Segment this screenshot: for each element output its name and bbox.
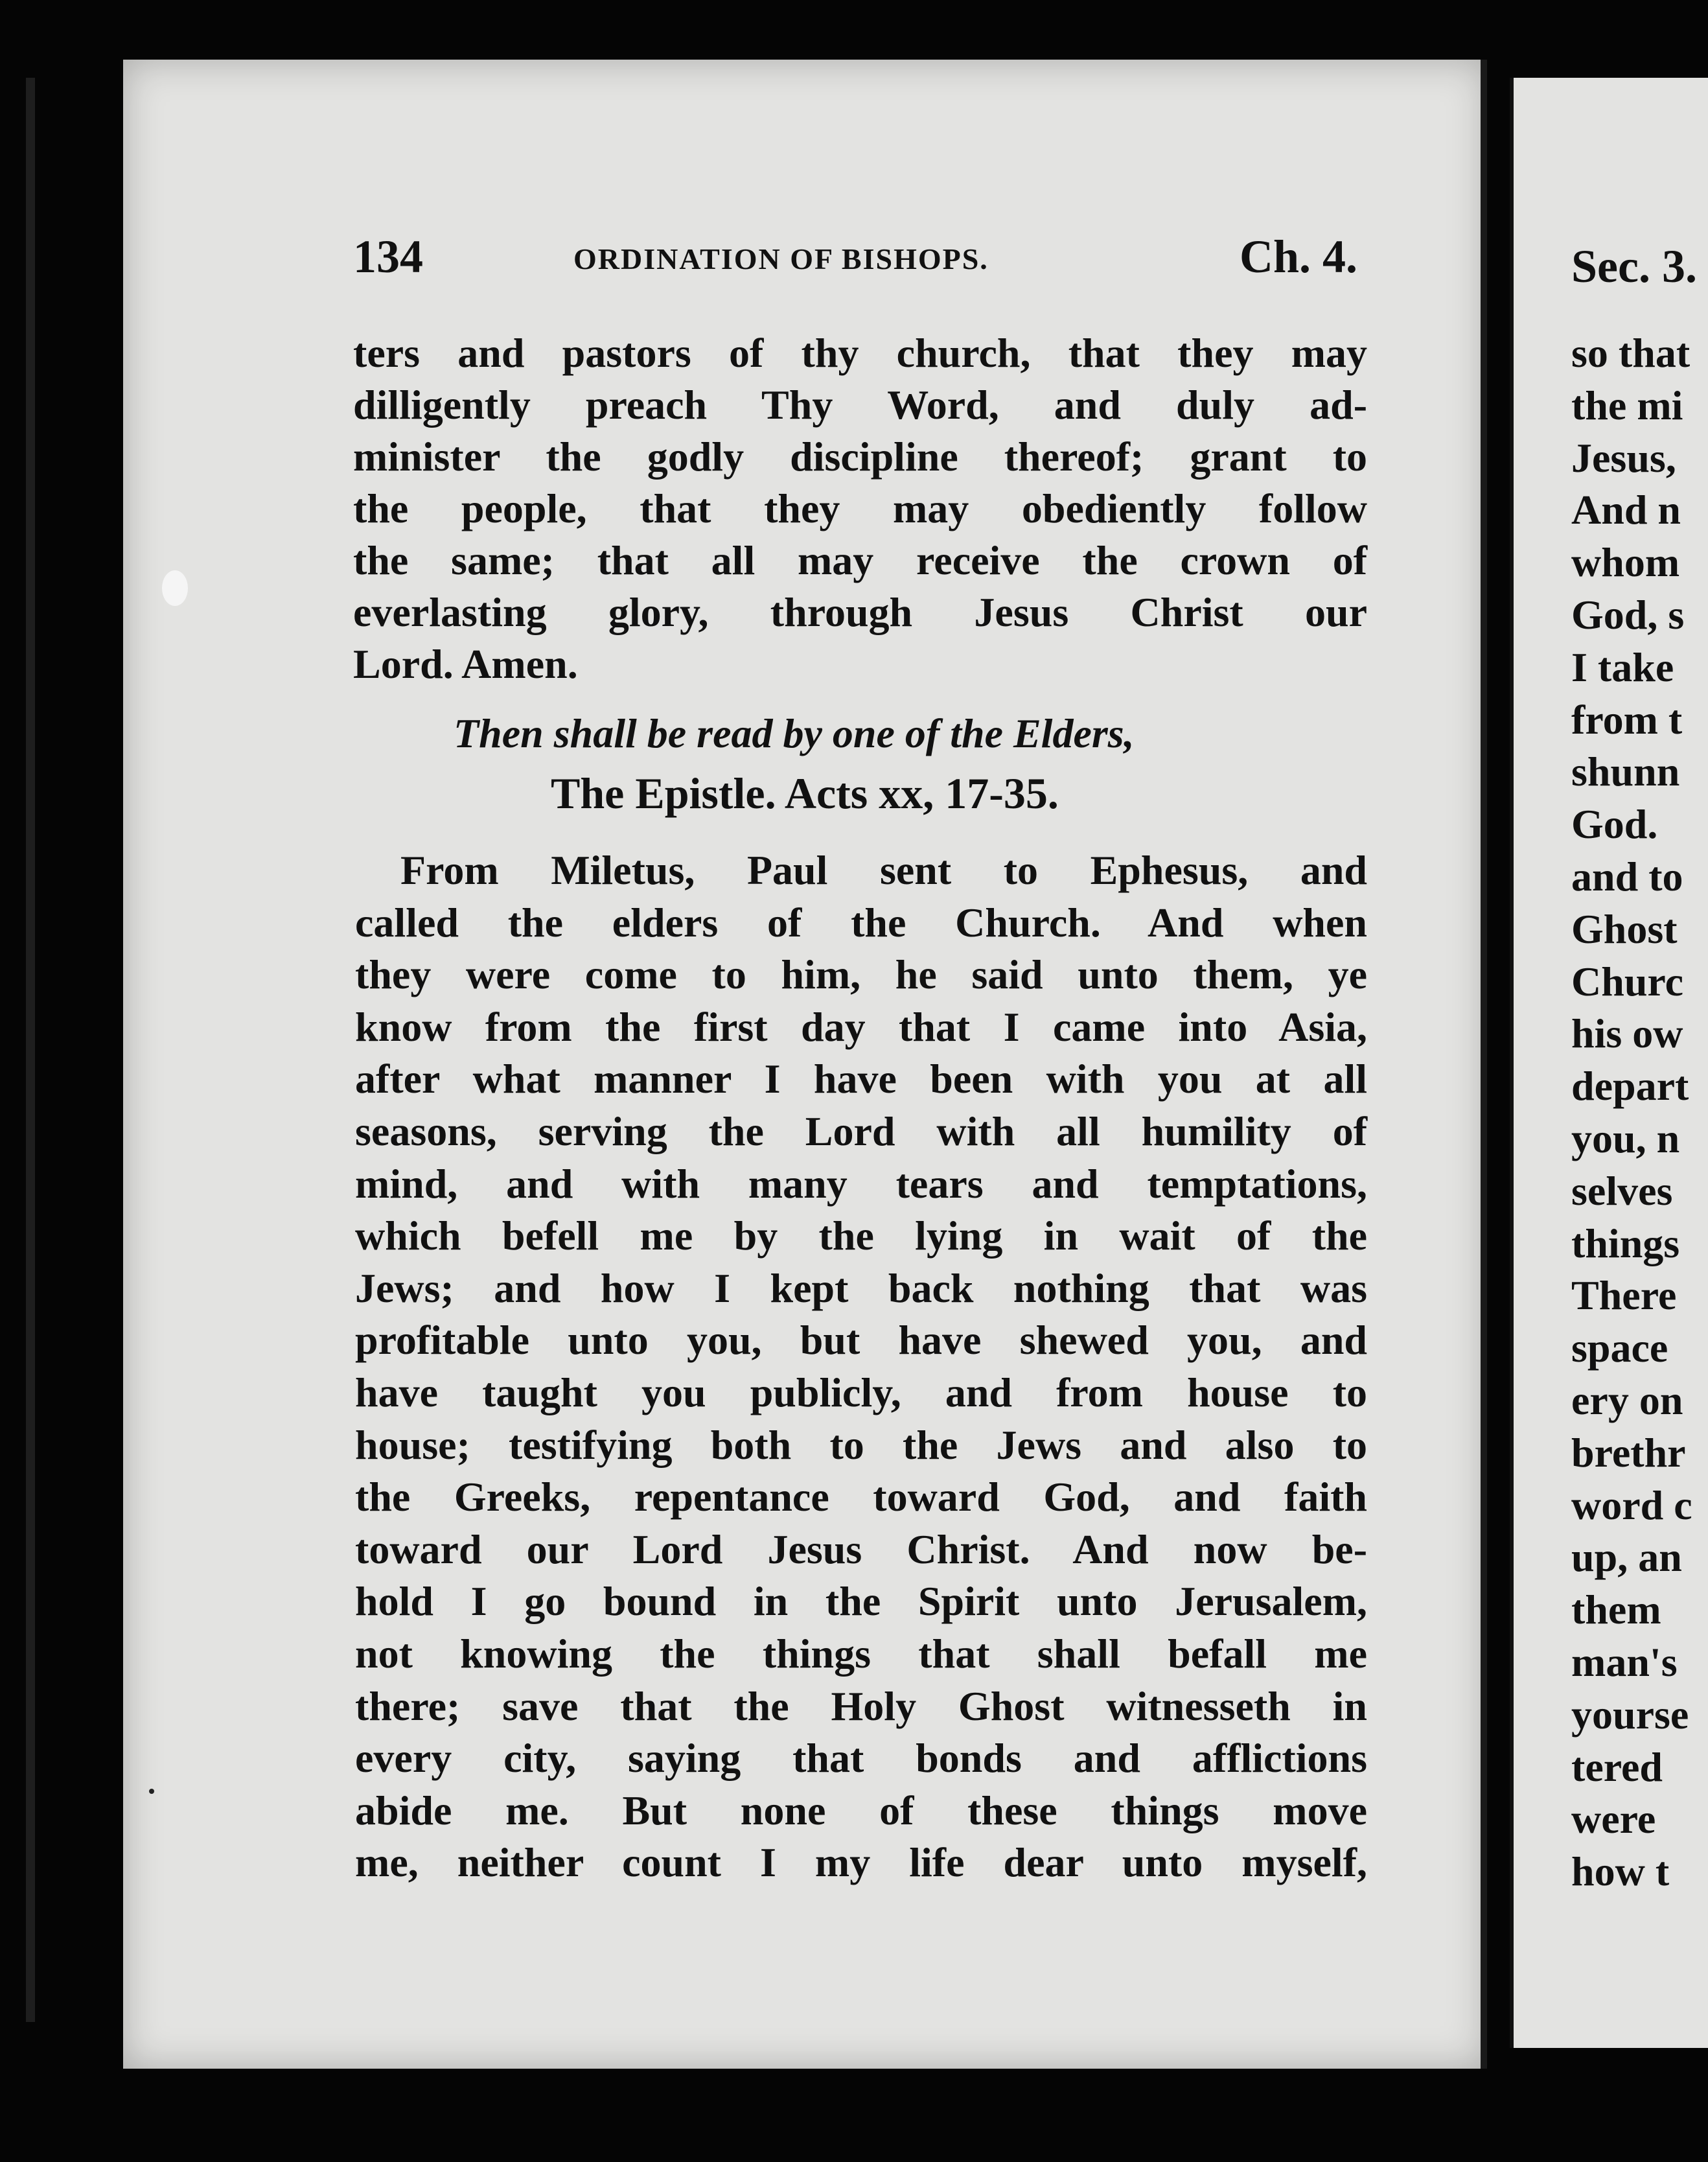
text-line: hold I go bound in the Spirit unto Jerusalem, xyxy=(355,1578,1367,1625)
page-gutter xyxy=(1481,60,1487,2069)
text-line-fragment: were xyxy=(1571,1796,1656,1842)
prayer-paragraph xyxy=(353,327,1367,690)
right-page-text xyxy=(1571,327,1708,1898)
text-line-fragment: up, an xyxy=(1571,1534,1682,1581)
text-line-fragment: ery on xyxy=(1571,1377,1683,1423)
epistle-paragraph xyxy=(355,844,1367,1889)
text-line-fragment: God, s xyxy=(1571,591,1685,638)
text-line-fragment: There xyxy=(1571,1272,1677,1319)
text-line-fragment: I take xyxy=(1571,644,1674,690)
text-line-fragment: Jesus, xyxy=(1571,434,1676,481)
text-line-fragment: Ghost xyxy=(1571,905,1678,952)
text-line: ters and pastors of thy church, that they may xyxy=(353,330,1367,376)
text-line: seasons, serving the Lord with all humility of xyxy=(355,1108,1367,1154)
text-line-fragment: man's xyxy=(1571,1638,1678,1685)
text-line: after what manner I have been with you at all xyxy=(355,1056,1367,1102)
text-line-fragment: you, n xyxy=(1571,1115,1680,1161)
text-line: have taught you publicly, and from house to xyxy=(355,1369,1367,1415)
epistle-heading: The Epistle. Acts xx, 17-35. xyxy=(551,769,1059,818)
text-line: minister the godly discipline thereof; grant to xyxy=(353,434,1367,480)
text-line: me, neither count I my life dear unto myself, xyxy=(355,1839,1367,1886)
text-line-fragment: Churc xyxy=(1571,958,1684,1005)
scan-speck xyxy=(162,570,188,606)
text-line: Lord. Amen. xyxy=(353,641,578,687)
text-line: which befell me by the lying in wait of the xyxy=(355,1213,1367,1259)
text-line: Jews; and how I kept back nothing that was xyxy=(355,1264,1367,1311)
text-line: toward our Lord Jesus Christ. And now be- xyxy=(355,1526,1367,1572)
text-line: From Miletus, Paul sent to Ephesus, and xyxy=(400,847,1367,893)
chapter-reference: Ch. 4. xyxy=(1239,231,1357,283)
text-line: every city, saying that bonds and afflictions xyxy=(355,1735,1367,1782)
text-line-fragment: space xyxy=(1571,1325,1668,1371)
text-line-fragment: yourse xyxy=(1571,1691,1689,1738)
text-line-fragment: them xyxy=(1571,1587,1661,1633)
text-line: dilligently preach Thy Word, and duly ad- xyxy=(353,382,1367,428)
text-line: there; save that the Holy Ghost witnesseth in xyxy=(355,1682,1367,1729)
running-title: ORDINATION OF BISHOPS. xyxy=(573,242,989,275)
scan-speck xyxy=(149,1789,154,1794)
text-line-fragment: his ow xyxy=(1571,1010,1683,1057)
text-line-fragment: tered xyxy=(1571,1743,1663,1790)
text-line: know from the first day that I came into Asia, xyxy=(355,1003,1367,1050)
page-header xyxy=(353,230,1357,301)
text-line: the same; that all may receive the crown of xyxy=(353,537,1367,583)
rubric-instruction: Then shall be read by one of the Elders, xyxy=(454,710,1135,756)
text-line: everlasting glory, through Jesus Christ our xyxy=(353,589,1367,635)
text-line: called the elders of the Church. And when xyxy=(355,899,1367,946)
text-line-fragment: and to xyxy=(1571,853,1683,900)
text-line-fragment: word c xyxy=(1571,1482,1692,1528)
page-number: 134 xyxy=(353,231,423,283)
text-line-fragment: so that xyxy=(1571,330,1691,376)
binding-edge xyxy=(26,78,35,2022)
text-line-fragment: how t xyxy=(1571,1848,1670,1895)
text-line: abide me. But none of these things move xyxy=(355,1787,1367,1833)
text-line-fragment: whom xyxy=(1571,539,1680,586)
text-line: mind, and with many tears and temptations, xyxy=(355,1160,1367,1207)
text-line-fragment: God. xyxy=(1571,801,1658,848)
text-line: they were come to him, he said unto them, ye xyxy=(355,951,1367,998)
text-line: the people, that they may obediently follow xyxy=(353,485,1367,531)
right-page-header: Sec. 3. xyxy=(1571,240,1697,292)
text-line-fragment: things xyxy=(1571,1220,1680,1266)
text-line-fragment: shunn xyxy=(1571,749,1680,795)
text-line-fragment: from t xyxy=(1571,696,1683,743)
text-line: profitable unto you, but have shewed you, and xyxy=(355,1317,1367,1364)
text-line-fragment: And n xyxy=(1571,487,1681,533)
text-line: house; testifying both to the Jews and also to xyxy=(355,1421,1367,1468)
text-line-fragment: the mi xyxy=(1571,382,1683,428)
text-line: the Greeks, repentance toward God, and faith xyxy=(355,1474,1367,1520)
text-line-fragment: selves xyxy=(1571,1167,1673,1214)
text-line-fragment: brethr xyxy=(1571,1429,1686,1476)
text-line-fragment: depart xyxy=(1571,1063,1689,1110)
text-line: not knowing the things that shall befall me xyxy=(355,1630,1367,1677)
